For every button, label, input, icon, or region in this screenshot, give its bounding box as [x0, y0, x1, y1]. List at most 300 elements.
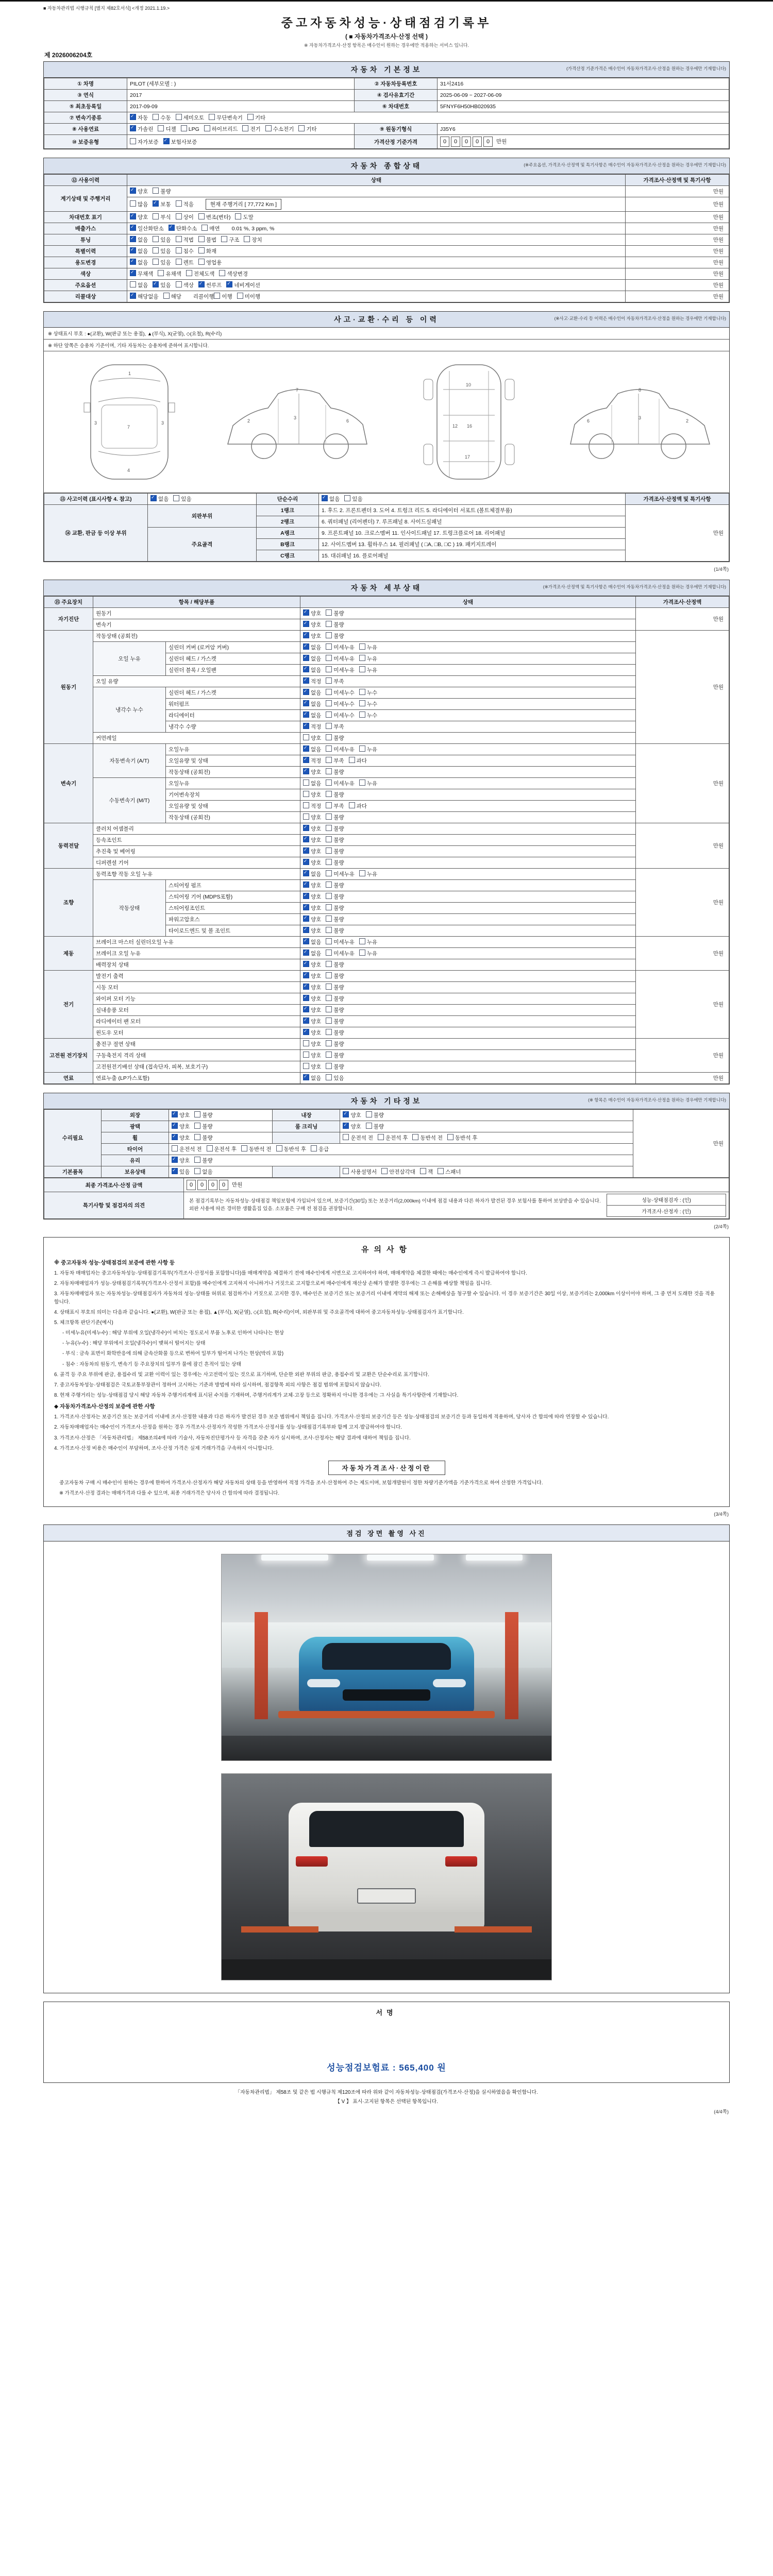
price-digit-box[interactable]: 0 [462, 137, 471, 147]
checkbox-icon[interactable] [303, 802, 309, 808]
checkbox-checked-icon[interactable] [172, 1111, 178, 1117]
checkbox-option[interactable] [326, 802, 344, 810]
checkbox-checked-icon[interactable] [172, 1134, 178, 1140]
checkbox-icon[interactable] [235, 213, 241, 219]
checkbox-checked-icon[interactable] [172, 1168, 178, 1174]
checkbox-option[interactable] [303, 643, 321, 651]
checkbox-option[interactable] [326, 632, 344, 640]
checkbox-icon[interactable] [378, 1134, 384, 1140]
checkbox-option[interactable] [359, 938, 377, 946]
checkbox-option[interactable] [130, 138, 159, 146]
checkbox-icon[interactable] [176, 236, 182, 242]
checkbox-icon[interactable] [198, 259, 205, 265]
checkbox-icon[interactable] [303, 814, 309, 820]
checkbox-option[interactable] [130, 270, 153, 278]
checkbox-option[interactable] [265, 125, 294, 133]
checkbox-checked-icon[interactable] [303, 1018, 309, 1024]
checkbox-icon[interactable] [326, 757, 332, 763]
checkbox-icon[interactable] [326, 621, 332, 627]
checkbox-option[interactable] [198, 281, 222, 289]
checkbox-icon[interactable] [359, 779, 365, 786]
price-cell[interactable]: 만원 [626, 268, 729, 280]
checkbox-option[interactable] [130, 125, 153, 133]
detail-price-cell[interactable]: 만원 [636, 971, 729, 1039]
checkbox-option[interactable] [447, 1134, 478, 1142]
checkbox-icon[interactable] [186, 270, 192, 276]
checkbox-checked-icon[interactable] [303, 927, 309, 933]
checkbox-option[interactable] [181, 125, 199, 132]
checkbox-icon[interactable] [242, 125, 248, 131]
checkbox-icon[interactable] [176, 247, 182, 253]
checkbox-icon[interactable] [326, 734, 332, 740]
checkbox-icon[interactable] [181, 125, 187, 131]
checkbox-option[interactable] [359, 711, 377, 719]
checkbox-option[interactable] [359, 950, 377, 957]
price-cell[interactable]: 만원 [626, 246, 729, 257]
checkbox-icon[interactable] [326, 995, 332, 1001]
checkbox-option[interactable] [378, 1134, 408, 1142]
checkbox-checked-icon[interactable] [343, 1111, 349, 1117]
checkbox-option[interactable] [359, 745, 377, 753]
checkbox-option[interactable] [173, 495, 191, 503]
checkbox-icon[interactable] [326, 904, 332, 910]
detail-price-cell[interactable]: 만원 [636, 1039, 729, 1073]
checkbox-option[interactable] [153, 200, 171, 208]
checkbox-checked-icon[interactable] [303, 666, 309, 672]
checkbox-option[interactable] [303, 768, 321, 776]
checkbox-option[interactable] [326, 734, 344, 742]
checkbox-option[interactable] [207, 1145, 237, 1153]
price-digit-box[interactable]: 0 [208, 1180, 217, 1190]
checkbox-option[interactable] [194, 1157, 212, 1164]
checkbox-option[interactable] [326, 791, 344, 799]
checkbox-icon[interactable] [359, 870, 365, 876]
checkbox-icon[interactable] [173, 495, 179, 501]
checkbox-checked-icon[interactable] [303, 825, 309, 831]
checkbox-option[interactable] [359, 666, 377, 674]
checkbox-checked-icon[interactable] [153, 281, 159, 287]
checkbox-option[interactable] [359, 689, 377, 697]
price-cell[interactable]: 만원 [626, 223, 729, 234]
price-cell[interactable]: 만원 [626, 234, 729, 246]
checkbox-icon[interactable] [326, 1018, 332, 1024]
checkbox-icon[interactable] [412, 1134, 418, 1140]
checkbox-icon[interactable] [326, 632, 332, 638]
checkbox-option[interactable] [237, 293, 260, 300]
checkbox-icon[interactable] [326, 745, 332, 752]
checkbox-icon[interactable] [381, 1168, 388, 1174]
checkbox-icon[interactable] [153, 188, 159, 194]
checkbox-icon[interactable] [153, 236, 159, 242]
checkbox-checked-icon[interactable] [343, 1123, 349, 1129]
checkbox-option[interactable] [366, 1111, 384, 1119]
detail-price-cell[interactable]: 만원 [636, 1073, 729, 1084]
checkbox-option[interactable] [150, 495, 169, 503]
checkbox-icon[interactable] [326, 882, 332, 888]
checkbox-option[interactable] [326, 1040, 344, 1048]
checkbox-icon[interactable] [237, 293, 243, 299]
checkbox-icon[interactable] [176, 213, 182, 219]
checkbox-option[interactable] [326, 1006, 344, 1014]
checkbox-option[interactable] [366, 1123, 384, 1130]
checkbox-option[interactable] [303, 882, 321, 889]
checkbox-option[interactable] [326, 1029, 344, 1037]
checkbox-option[interactable] [303, 1063, 321, 1071]
checkbox-option[interactable] [198, 213, 231, 221]
checkbox-option[interactable] [172, 1123, 190, 1130]
checkbox-option[interactable] [303, 723, 321, 731]
checkbox-option[interactable] [326, 1074, 344, 1082]
checkbox-icon[interactable] [349, 802, 355, 808]
checkbox-option[interactable] [326, 814, 344, 821]
checkbox-option[interactable] [153, 236, 171, 244]
checkbox-checked-icon[interactable] [303, 836, 309, 842]
checkbox-icon[interactable] [326, 666, 332, 672]
checkbox-option[interactable] [221, 236, 239, 244]
checkbox-icon[interactable] [326, 802, 332, 808]
checkbox-icon[interactable] [303, 734, 309, 740]
checkbox-checked-icon[interactable] [130, 125, 136, 131]
checkbox-option[interactable] [303, 1052, 321, 1059]
checkbox-option[interactable] [176, 236, 194, 244]
checkbox-icon[interactable] [326, 961, 332, 967]
checkbox-option[interactable] [326, 961, 344, 969]
checkbox-icon[interactable] [326, 1074, 332, 1080]
detail-price-cell[interactable]: 만원 [636, 744, 729, 823]
checkbox-option[interactable] [343, 1134, 373, 1142]
checkbox-icon[interactable] [326, 1006, 332, 1012]
checkbox-option[interactable] [326, 870, 355, 878]
detail-price-cell[interactable]: 만원 [636, 937, 729, 971]
checkbox-icon[interactable] [326, 689, 332, 695]
checkbox-icon[interactable] [153, 247, 159, 253]
checkbox-option[interactable] [326, 1052, 344, 1059]
checkbox-icon[interactable] [359, 711, 365, 718]
checkbox-checked-icon[interactable] [303, 893, 309, 899]
checkbox-option[interactable] [163, 138, 197, 146]
checkbox-checked-icon[interactable] [303, 950, 309, 956]
signature-space[interactable] [51, 2017, 722, 2060]
checkbox-icon[interactable] [176, 114, 182, 120]
checkbox-icon[interactable] [130, 281, 136, 287]
checkbox-icon[interactable] [326, 984, 332, 990]
checkbox-checked-icon[interactable] [303, 609, 309, 616]
price-cell[interactable]: 만원 [626, 186, 729, 197]
checkbox-option[interactable] [303, 1040, 321, 1048]
checkbox-option[interactable] [219, 270, 248, 278]
checkbox-checked-icon[interactable] [303, 1029, 309, 1035]
checkbox-option[interactable] [186, 270, 215, 278]
checkbox-option[interactable] [130, 114, 148, 122]
price-digit-box[interactable]: 0 [197, 1180, 207, 1190]
checkbox-option[interactable] [303, 700, 321, 708]
checkbox-option[interactable] [153, 213, 171, 221]
checkbox-icon[interactable] [326, 609, 332, 616]
checkbox-checked-icon[interactable] [130, 270, 136, 276]
checkbox-icon[interactable] [153, 213, 159, 219]
checkbox-checked-icon[interactable] [226, 281, 232, 287]
checkbox-option[interactable] [326, 745, 355, 753]
checkbox-icon[interactable] [326, 791, 332, 797]
checkbox-option[interactable] [176, 247, 194, 255]
checkbox-option[interactable] [326, 621, 344, 629]
checkbox-option[interactable] [198, 259, 222, 266]
checkbox-icon[interactable] [326, 700, 332, 706]
checkbox-icon[interactable] [244, 236, 250, 242]
checkbox-icon[interactable] [447, 1134, 453, 1140]
checkbox-icon[interactable] [343, 1134, 349, 1140]
checkbox-icon[interactable] [359, 643, 365, 650]
checkbox-option[interactable] [235, 213, 253, 221]
checkbox-checked-icon[interactable] [303, 848, 309, 854]
checkbox-option[interactable] [158, 270, 181, 278]
checkbox-icon[interactable] [130, 200, 136, 207]
checkbox-option[interactable] [303, 609, 321, 617]
checkbox-option[interactable] [176, 259, 194, 266]
checkbox-icon[interactable] [326, 870, 332, 876]
checkbox-option[interactable] [303, 814, 321, 821]
checkbox-icon[interactable] [194, 1157, 200, 1163]
checkbox-option[interactable] [204, 125, 238, 133]
checkbox-option[interactable] [303, 757, 321, 765]
checkbox-option[interactable] [198, 236, 216, 244]
checkbox-option[interactable] [303, 689, 321, 697]
price-cell[interactable]: 만원 [626, 257, 729, 268]
checkbox-checked-icon[interactable] [303, 972, 309, 978]
checkbox-option[interactable] [298, 125, 316, 133]
checkbox-icon[interactable] [198, 213, 205, 219]
checkbox-checked-icon[interactable] [130, 236, 136, 242]
checkbox-option[interactable] [326, 916, 344, 923]
checkbox-option[interactable] [158, 125, 176, 133]
checkbox-option[interactable] [343, 1111, 361, 1119]
checkbox-checked-icon[interactable] [303, 700, 309, 706]
checkbox-option[interactable] [359, 870, 377, 878]
checkbox-icon[interactable] [326, 859, 332, 865]
checkbox-icon[interactable] [176, 281, 182, 287]
checkbox-icon[interactable] [158, 125, 164, 131]
checkbox-checked-icon[interactable] [169, 225, 175, 231]
checkbox-checked-icon[interactable] [303, 757, 309, 763]
checkbox-checked-icon[interactable] [130, 188, 136, 194]
checkbox-option[interactable] [326, 757, 344, 765]
checkbox-checked-icon[interactable] [163, 138, 170, 144]
checkbox-option[interactable] [326, 1018, 344, 1025]
checkbox-option[interactable] [303, 802, 321, 810]
checkbox-checked-icon[interactable] [303, 984, 309, 990]
checkbox-option[interactable] [303, 1029, 321, 1037]
checkbox-checked-icon[interactable] [303, 621, 309, 627]
checkbox-option[interactable] [303, 848, 321, 855]
checkbox-icon[interactable] [194, 1123, 200, 1129]
checkbox-icon[interactable] [201, 225, 208, 231]
price-cell[interactable]: 만원 [626, 280, 729, 291]
checkbox-option[interactable] [303, 711, 321, 719]
checkbox-option[interactable] [194, 1134, 212, 1142]
checkbox-icon[interactable] [326, 893, 332, 899]
checkbox-checked-icon[interactable] [303, 995, 309, 1001]
checkbox-option[interactable] [130, 293, 159, 300]
checkbox-checked-icon[interactable] [153, 200, 159, 207]
checkbox-option[interactable] [303, 984, 321, 991]
checkbox-icon[interactable] [326, 972, 332, 978]
checkbox-checked-icon[interactable] [303, 655, 309, 661]
checkbox-option[interactable] [303, 791, 321, 799]
detail-price-cell[interactable]: 만원 [636, 823, 729, 869]
checkbox-checked-icon[interactable] [130, 225, 136, 231]
checkbox-icon[interactable] [326, 1040, 332, 1046]
checkbox-icon[interactable] [326, 927, 332, 933]
checkbox-icon[interactable] [130, 138, 136, 144]
checkbox-option[interactable] [303, 893, 321, 901]
checkbox-option[interactable] [130, 200, 148, 208]
checkbox-checked-icon[interactable] [303, 711, 309, 718]
checkbox-icon[interactable] [326, 643, 332, 650]
checkbox-icon[interactable] [198, 247, 205, 253]
checkbox-icon[interactable] [359, 950, 365, 956]
checkbox-option[interactable] [303, 836, 321, 844]
checkbox-checked-icon[interactable] [303, 938, 309, 944]
checkbox-option[interactable] [343, 1168, 377, 1176]
checkbox-icon[interactable] [359, 666, 365, 672]
checkbox-option[interactable] [169, 225, 197, 232]
checkbox-option[interactable] [303, 1018, 321, 1025]
checkbox-icon[interactable] [343, 1168, 349, 1174]
checkbox-option[interactable] [326, 972, 344, 980]
checkbox-option[interactable] [163, 293, 181, 300]
checkbox-option[interactable] [303, 870, 321, 878]
checkbox-checked-icon[interactable] [303, 745, 309, 752]
price-cell[interactable]: 만원 [626, 291, 729, 302]
checkbox-option[interactable] [130, 225, 164, 232]
checkbox-option[interactable] [276, 1145, 307, 1153]
checkbox-option[interactable] [326, 723, 344, 731]
checkbox-icon[interactable] [219, 270, 225, 276]
checkbox-icon[interactable] [359, 689, 365, 695]
checkbox-option[interactable] [359, 655, 377, 663]
checkbox-option[interactable] [326, 643, 355, 651]
checkbox-icon[interactable] [344, 495, 350, 501]
checkbox-option[interactable] [359, 700, 377, 708]
checkbox-checked-icon[interactable] [303, 859, 309, 865]
checkbox-option[interactable] [244, 236, 262, 244]
checkbox-checked-icon[interactable] [130, 247, 136, 253]
checkbox-option[interactable] [176, 281, 194, 289]
checkbox-option[interactable] [303, 1006, 321, 1014]
checkbox-option[interactable] [326, 882, 344, 889]
checkbox-option[interactable] [242, 125, 260, 133]
checkbox-checked-icon[interactable] [130, 114, 136, 120]
checkbox-icon[interactable] [194, 1111, 200, 1117]
checkbox-icon[interactable] [303, 791, 309, 797]
checkbox-option[interactable] [176, 114, 205, 122]
checkbox-option[interactable] [172, 1145, 202, 1153]
checkbox-option[interactable] [198, 247, 216, 255]
checkbox-option[interactable] [130, 247, 148, 255]
checkbox-checked-icon[interactable] [172, 1123, 178, 1129]
checkbox-icon[interactable] [172, 1145, 178, 1151]
checkbox-icon[interactable] [349, 757, 355, 763]
checkbox-option[interactable] [303, 655, 321, 663]
checkbox-icon[interactable] [303, 1040, 309, 1046]
etc-price-cell[interactable]: 만원 [633, 1110, 729, 1178]
checkbox-icon[interactable] [298, 125, 305, 131]
checkbox-option[interactable] [303, 666, 321, 674]
checkbox-checked-icon[interactable] [303, 1074, 309, 1080]
checkbox-icon[interactable] [303, 1052, 309, 1058]
checkbox-option[interactable] [172, 1168, 190, 1176]
checkbox-option[interactable] [326, 836, 344, 844]
price-digit-box[interactable]: 0 [451, 137, 460, 147]
checkbox-checked-icon[interactable] [303, 632, 309, 638]
checkbox-icon[interactable] [326, 655, 332, 661]
checkbox-icon[interactable] [326, 938, 332, 944]
checkbox-icon[interactable] [276, 1145, 282, 1151]
checkbox-option[interactable] [153, 114, 171, 122]
checkbox-option[interactable] [326, 848, 344, 855]
checkbox-icon[interactable] [326, 768, 332, 774]
checkbox-checked-icon[interactable] [303, 723, 309, 729]
checkbox-icon[interactable] [158, 270, 164, 276]
checkbox-option[interactable] [172, 1157, 190, 1164]
checkbox-option[interactable] [194, 1111, 212, 1119]
checkbox-icon[interactable] [303, 1063, 309, 1069]
checkbox-option[interactable] [326, 779, 355, 787]
checkbox-option[interactable] [326, 609, 344, 617]
checkbox-checked-icon[interactable] [303, 961, 309, 967]
checkbox-icon[interactable] [326, 723, 332, 729]
checkbox-option[interactable] [303, 972, 321, 980]
checkbox-option[interactable] [326, 711, 355, 719]
checkbox-checked-icon[interactable] [303, 882, 309, 888]
detail-price-cell[interactable]: 만원 [636, 869, 729, 937]
checkbox-option[interactable] [247, 114, 265, 122]
checkbox-icon[interactable] [326, 950, 332, 956]
checkbox-icon[interactable] [221, 236, 227, 242]
checkbox-option[interactable] [303, 916, 321, 923]
checkbox-option[interactable] [303, 734, 321, 742]
checkbox-icon[interactable] [194, 1134, 200, 1140]
checkbox-icon[interactable] [326, 779, 332, 786]
checkbox-option[interactable] [326, 666, 355, 674]
checkbox-option[interactable] [214, 293, 232, 300]
checkbox-icon[interactable] [163, 293, 170, 299]
checkbox-option[interactable] [326, 995, 344, 1003]
checkbox-option[interactable] [303, 927, 321, 935]
checkbox-option[interactable] [343, 1123, 361, 1130]
price-digit-box[interactable]: 0 [440, 137, 449, 147]
checkbox-checked-icon[interactable] [322, 495, 328, 501]
checkbox-icon[interactable] [265, 125, 272, 131]
checkbox-option[interactable] [311, 1145, 329, 1153]
checkbox-option[interactable] [326, 984, 344, 991]
checkbox-icon[interactable] [326, 848, 332, 854]
detail-price-cell[interactable]: 만원 [636, 608, 729, 631]
checkbox-option[interactable] [303, 779, 321, 787]
checkbox-option[interactable] [326, 677, 344, 685]
checkbox-option[interactable] [412, 1134, 443, 1142]
checkbox-icon[interactable] [326, 1052, 332, 1058]
checkbox-option[interactable] [303, 904, 321, 912]
checkbox-option[interactable] [153, 259, 171, 266]
checkbox-option[interactable] [176, 200, 194, 208]
checkbox-option[interactable] [322, 495, 340, 503]
checkbox-option[interactable] [303, 677, 321, 685]
checkbox-option[interactable] [303, 950, 321, 957]
checkbox-option[interactable] [303, 745, 321, 753]
checkbox-option[interactable] [326, 1063, 344, 1071]
checkbox-option[interactable] [241, 1145, 272, 1153]
